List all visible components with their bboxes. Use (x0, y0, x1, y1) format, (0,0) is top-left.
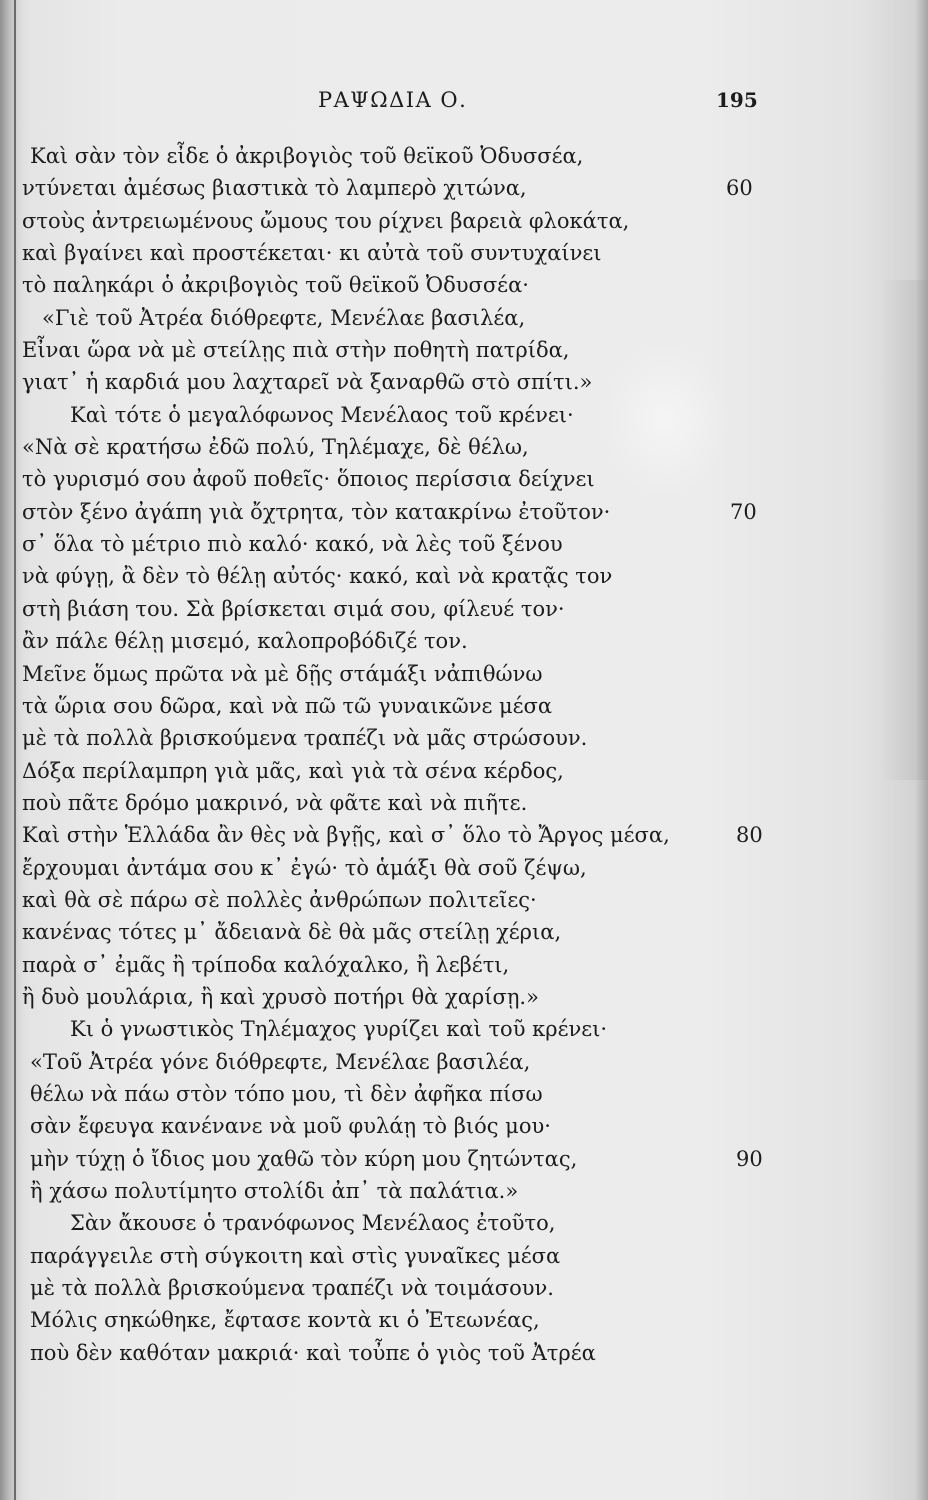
verse-line (0, 1013, 928, 1045)
verse-line (0, 852, 928, 884)
verse-text: ἔρχουμαι ἀντάμα σου κ᾽ ἐγώ· τὸ ἁμάξι θὰ σοῦ ζέψω, (22, 855, 587, 880)
verse-text: καὶ βγαίνει καὶ προστέκεται· κι αὐτὰ τοῦ συντυχαίνει (22, 241, 602, 266)
verse-text: «Γιὲ τοῦ Ἀτρέα διόθρεφτε, Μενέλαε βασιλέα, (42, 305, 526, 330)
verse-text: σ᾽ ὅλα τὸ μέτριο πιὸ καλό· κακό, νὰ λὲς τοῦ ξένου (22, 532, 563, 557)
verse-text: στοὺς ἀντρειωμένους ὤμους του ρίχνει βαρειὰ φλοκάτα, (22, 208, 630, 233)
verse-text: «Τοῦ Ἀτρέα γόνε διόθρεφτε, Μενέλαε βασιλέα, (30, 1049, 531, 1074)
verse-line (0, 1175, 928, 1207)
verse-text: Δόξα περίλαμπρη γιὰ μᾶς, καὶ γιὰ τὰ σένα κέρδος, (22, 758, 564, 783)
verse-line (0, 1272, 928, 1304)
verse-text: τὰ ὥρια σου δῶρα, καὶ νὰ πῶ τῶ γυναικῶνε μέσα (22, 693, 553, 718)
verse-text: στὴ βιάση του. Σὰ βρίσκεται σιμά σου, φίλευέ τον· (22, 596, 565, 621)
verse-line (0, 334, 928, 366)
line-number: 70 (730, 499, 757, 524)
line-number: 80 (736, 823, 763, 848)
verse-line (0, 690, 928, 722)
verse-line (0, 463, 928, 495)
verse-text: ἢ δυὸ μουλάρια, ἢ καὶ χρυσὸ ποτήρι θὰ χαρίσῃ.» (22, 984, 539, 1009)
verse-line (0, 237, 928, 269)
verse-line (0, 593, 928, 625)
line-number: 60 (726, 176, 753, 201)
verse-line (0, 916, 928, 948)
verse-line (0, 528, 928, 560)
verse-text: στὸν ξένο ἀγάπη γιὰ ὄχτρητα, τὸν κατακρίνω ἐτοῦτον· (22, 499, 611, 524)
verse-line (0, 625, 928, 657)
verse-line (0, 1046, 928, 1078)
verse-text: καὶ θὰ σὲ πάρω σὲ πολλὲς ἀνθρώπων πολιτεῖες· (22, 887, 537, 912)
verse-line (0, 399, 928, 431)
verse-line (0, 949, 928, 981)
verse-text: «Νὰ σὲ κρατήσω ἐδῶ πολύ, Τηλέμαχε, δὲ θέλω, (22, 435, 529, 460)
verse-text: ποὺ δὲν καθόταν μακριά· καὶ τοὖπε ὁ γιὸς τοῦ Ἀτρέα (30, 1340, 596, 1365)
verse-line (0, 1110, 928, 1142)
running-head: ΡΑΨΩΔΙΑ Ο. (318, 88, 468, 112)
verse-line (0, 431, 928, 463)
verse-text: Καὶ τότε ὁ μεγαλόφωνος Μενέλαος τοῦ κρένει· (70, 402, 574, 427)
page-number: 195 (716, 88, 758, 112)
verse-line (0, 722, 928, 754)
verse-line (0, 1207, 928, 1239)
verse-line (0, 884, 928, 916)
verse-line (0, 819, 928, 851)
verse-line (0, 981, 928, 1013)
verse-line (0, 560, 928, 592)
verse-text: θέλω νὰ πάω στὸν τόπο μου, τὶ δὲν ἀφῆκα πίσω (30, 1081, 543, 1106)
verse-line (0, 496, 928, 528)
verse-line (0, 1143, 928, 1175)
verse-text: νὰ φύγῃ, ἂ δὲν τὸ θέλῃ αὐτός· κακό, καὶ νὰ κρατᾷς τον (22, 564, 613, 589)
verse-line (0, 269, 928, 301)
verse-line (0, 366, 928, 398)
verse-text: Μόλις σηκώθηκε, ἔφτασε κοντὰ κι ὁ Ἐτεωνέας, (30, 1308, 540, 1333)
verse-line (0, 172, 928, 204)
verse-text: μὴν τύχῃ ὁ ἴδιος μου χαθῶ τὸν κύρη μου ζητώντας, (30, 1146, 578, 1171)
verse-line (0, 1240, 928, 1272)
verse-line (0, 755, 928, 787)
poem-text-block (0, 140, 928, 1369)
verse-line (0, 302, 928, 334)
verse-text: ἢ χάσω πολυτίμητο στολίδι ἀπ᾽ τὰ παλάτια.» (30, 1179, 519, 1203)
verse-line (0, 1078, 928, 1110)
verse-text: ντύνεται ἀμέσως βιαστικὰ τὸ λαμπερὸ χιτώνα, (22, 176, 527, 201)
verse-text: ποὺ πᾶτε δρόμο μακρινό, νὰ φᾶτε καὶ νὰ πιῆτε. (22, 790, 528, 815)
verse-text: τὸ γυρισμό σου ἀφοῦ ποθεῖς· ὅποιος περίσσια δείχνει (22, 467, 595, 492)
verse-line (0, 1304, 928, 1336)
verse-text: παράγγειλε στὴ σύγκοιτη καὶ στὶς γυναῖκες μέσα (30, 1243, 561, 1268)
verse-text: παρὰ σ᾽ ἐμᾶς ἢ τρίποδα καλόχαλκο, ἢ λεβέτι, (22, 952, 510, 977)
verse-text: Εἶναι ὥρα νὰ μὲ στείλῃς πιὰ στὴν ποθητὴ πατρίδα, (22, 338, 570, 363)
verse-text: κανένας τότες μ᾽ ἄδειανὰ δὲ θὰ μᾶς στείλῃ χέρια, (22, 920, 562, 945)
verse-line (0, 205, 928, 237)
verse-line (0, 787, 928, 819)
verse-line (0, 1337, 928, 1369)
verse-line (0, 658, 928, 690)
verse-text: σὰν ἔφευγα κανένανε νὰ μοῦ φυλάῃ τὸ βιός μου· (30, 1114, 551, 1139)
verse-text: Καὶ στὴν Ἑλλάδα ἂν θὲς νὰ βγῇς, καὶ σ᾽ ὅλο τὸ Ἄργος μέσα, (22, 823, 670, 848)
verse-text: Κι ὁ γνωστικὸς Τηλέμαχος γυρίζει καὶ τοῦ κρένει· (70, 1017, 608, 1042)
verse-text: Μεῖνε ὅμως πρῶτα νὰ μὲ δῇς στάμάξι νἀπιθώνω (22, 661, 543, 686)
verse-text: τὸ παληκάρι ὁ ἀκριβογιὸς τοῦ θεϊκοῦ Ὀδυσσέα· (22, 273, 529, 298)
verse-text: μὲ τὰ πολλὰ βρισκούμενα τραπέζι νὰ τοιμάσουν. (30, 1276, 554, 1301)
verse-text: Καὶ σὰν τὸν εἶδε ὁ ἀκριβογιὸς τοῦ θεϊκοῦ Ὀδυσσέα, (30, 144, 584, 168)
page-header (0, 88, 928, 118)
verse-text: ἂν πάλε θέλῃ μισεμό, καλοπροβόδιζέ τον. (22, 629, 468, 654)
line-number: 90 (736, 1146, 763, 1171)
verse-text: Σὰν ἄκουσε ὁ τρανόφωνος Μενέλαος ἐτοῦτο, (70, 1211, 556, 1236)
verse-line (0, 140, 928, 172)
verse-text: μὲ τὰ πολλὰ βρισκούμενα τραπέζι νὰ μᾶς στρώσουν. (22, 726, 588, 751)
verse-text: γιατ᾽ ἡ καρδιά μου λαχταρεῖ νὰ ξαναρθῶ στὸ σπίτι.» (22, 370, 593, 395)
